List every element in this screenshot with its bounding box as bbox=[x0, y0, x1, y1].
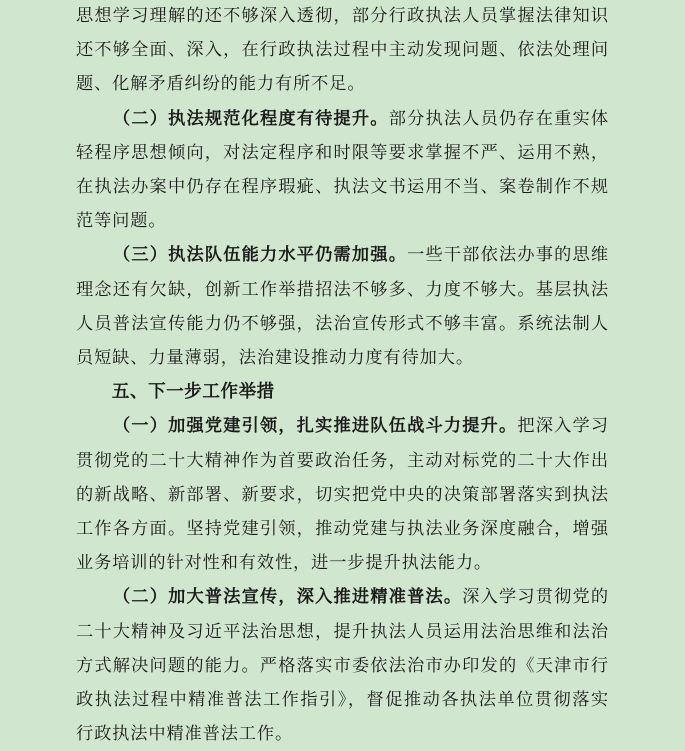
problem-paragraph-3 bbox=[76, 238, 609, 375]
document-page bbox=[76, 0, 609, 751]
problem-paragraph-2 bbox=[76, 102, 609, 239]
measure-lead-1: （一）加强党建引领，扎实推进队伍战斗力提升。 bbox=[112, 416, 518, 437]
measure-lead-2: （二）加大普法宣传，深入推进精准普法。 bbox=[112, 587, 463, 608]
measure-body-1: 把深入学习贯彻党的二十大精神作为首要政治任务，主动对标党的二十大作出的新战略、新部署、新要求，切实把党中央的决策部署落实到执法工作各方面。坚持党建引领，推动党建与执法业务深度融合，增强业务培训的针对性和有效性，进一步提升执法能力。 bbox=[76, 416, 609, 574]
problem-lead-3: （三）执法队伍能力水平仍需加强。 bbox=[112, 245, 408, 266]
section-heading: 五、下一步工作举措 bbox=[111, 382, 275, 403]
measure-body-2: 深入学习贯彻党的二十大精神及习近平法治思想，提升执法人员运用法治思维和法治方式解决问题的能力。严格落实市委依法治市办印发的《天津市行政执法过程中精准普法工作指引》，督促推动各执法单位贯彻落实行政执法中精准普法工作。 bbox=[76, 587, 609, 745]
measure-paragraph-2 bbox=[76, 580, 609, 751]
continuation-paragraph: 思想学习理解的还不够深入透彻，部分行政执法人员掌握法律知识还不够全面、深入，在行政执法过程中主动发现问题、依法处理问题、化解矛盾纠纷的能力有所不足。 bbox=[76, 6, 609, 95]
problem-body-3: 一些干部依法办事的思维理念还有欠缺，创新工作举措招法不够多、力度不够大。基层执法人员普法宣传能力仍不够强，法治宣传形式不够丰富。系统法制人员短缺、力量薄弱，法治建设推动力度有待加大。 bbox=[76, 245, 610, 369]
problem-body-2: 部分执法人员仍存在重实体轻程序思想倾向，对法定程序和时限等要求掌握不严、运用不熟，在执法办案中仍存在程序瑕疵、执法文书运用不当、案卷制作不规范等问题。 bbox=[76, 108, 609, 232]
problem-lead-2: （二）执法规范化程度有待提升。 bbox=[112, 108, 389, 129]
measure-paragraph-1 bbox=[76, 409, 609, 580]
